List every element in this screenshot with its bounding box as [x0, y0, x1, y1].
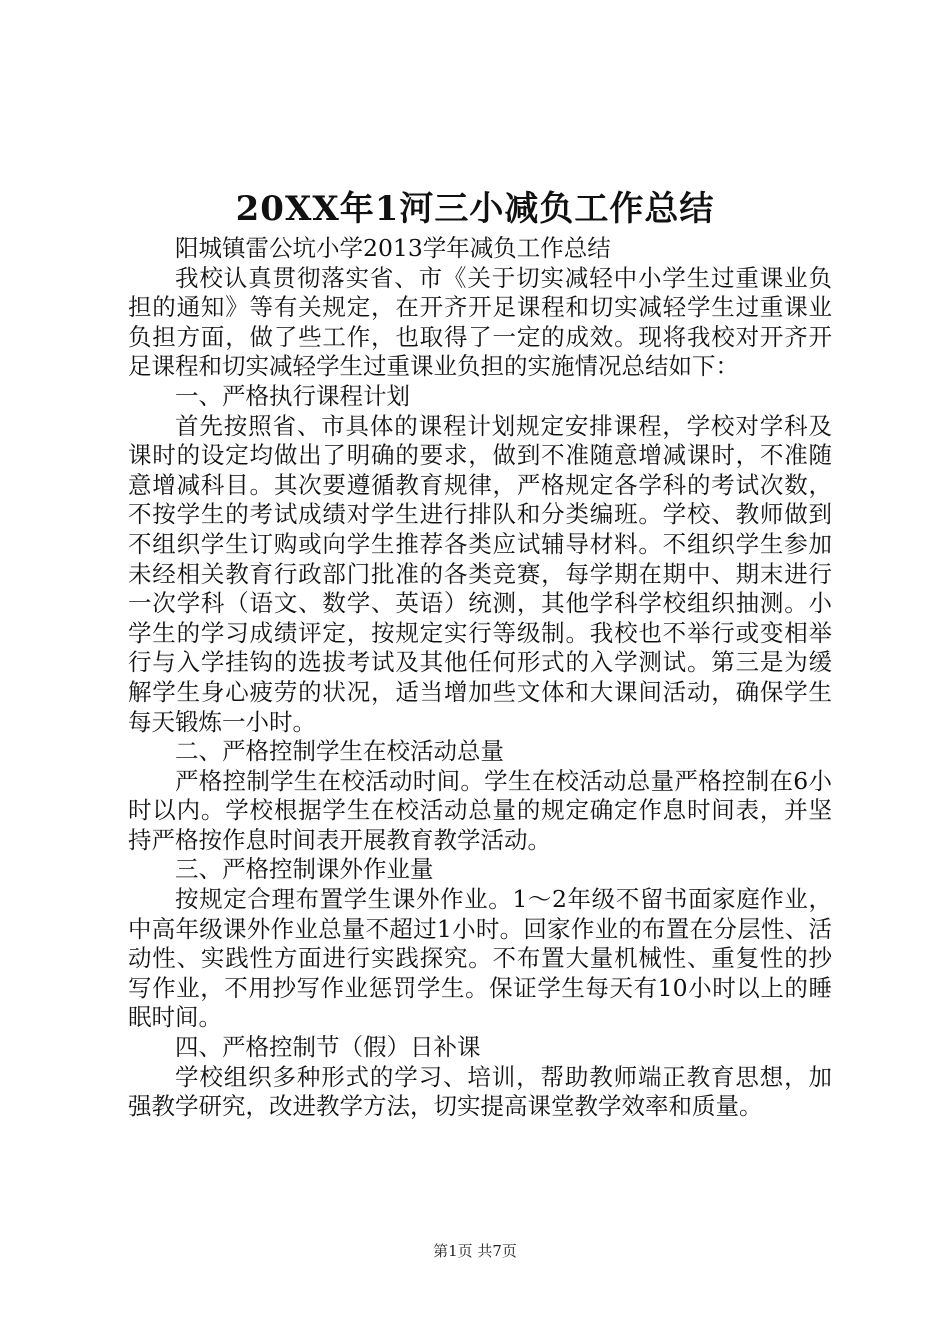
document-title: 20XX年1河三小减负工作总结	[235, 189, 715, 229]
section-heading-2: 二、严格控制学生在校活动总量	[175, 737, 504, 766]
section-paragraph-4: 学校组织多种形式的学习、培训，帮助教师端正教育思想，加强教学研究，改进教学方法，切实提高课堂教学效率和质量。	[128, 1062, 832, 1121]
section-paragraph-1: 首先按照省、市具体的课程计划规定安排课程，学校对学科及课时的设定均做出了明确的要求，做到不准随意增减课时，不准随意增减科目。其次要遵循教育规律，严格规定各学科的考试次数，不按学生的考试成绩对学生进行排队和分类编班。学校、教师做到不组织学生订购或向学生推荐各类应试辅导材料。不组织学生参加未经相关教育行政部门批准的各类竞赛，每学期在期中、期末进行一次学科（语文、数学、英语）统测，其他学科学校组织抽测。小学生的学习成绩评定，按规定实行等级制。我校也不举行或变相举行与入学挂钩的选拔考试及其他任何形式的入学测试。第三是为缓解学生身心疲劳的状况，适当增加些文体和大课间活动，确保学生每天锻炼一小时。	[128, 411, 832, 736]
page-number-footer: 第1页 共7页	[433, 1242, 517, 1260]
document-body	[128, 234, 832, 1122]
section-paragraph-2: 严格控制学生在校活动时间。学生在校活动总量严格控制在6小时以内。学校根据学生在校活动总量的规定确定作息时间表，并坚持严格按作息时间表开展教育教学活动。	[128, 766, 832, 854]
section-heading-3: 三、严格控制课外作业量	[175, 855, 434, 884]
section-heading-1: 一、严格执行课程计划	[175, 381, 410, 410]
subtitle-paragraph: 阳城镇雷公坑小学2013学年减负工作总结	[175, 234, 611, 262]
section-paragraph-3: 按规定合理布置学生课外作业。1～2年级不留书面家庭作业，中高年级课外作业总量不超过1小时。回家作业的布置在分层性、活动性、实践性方面进行实践探究。不布置大量机械性、重复性的抄写作业，不用抄写作业惩罚学生。保证学生每天有10小时以上的睡眠时间。	[128, 885, 832, 1032]
intro-paragraph: 我校认真贯彻落实省、市《关于切实减轻中小学生过重课业负担的通知》等有关规定，在开齐开足课程和切实减轻学生过重课业负担方面，做了些工作，也取得了一定的成效。现将我校对开齐开足课程和切实减轻学生过重课业负担的实施情况总结如下：	[128, 263, 832, 381]
section-heading-4: 四、严格控制节（假）日补课	[175, 1033, 481, 1062]
